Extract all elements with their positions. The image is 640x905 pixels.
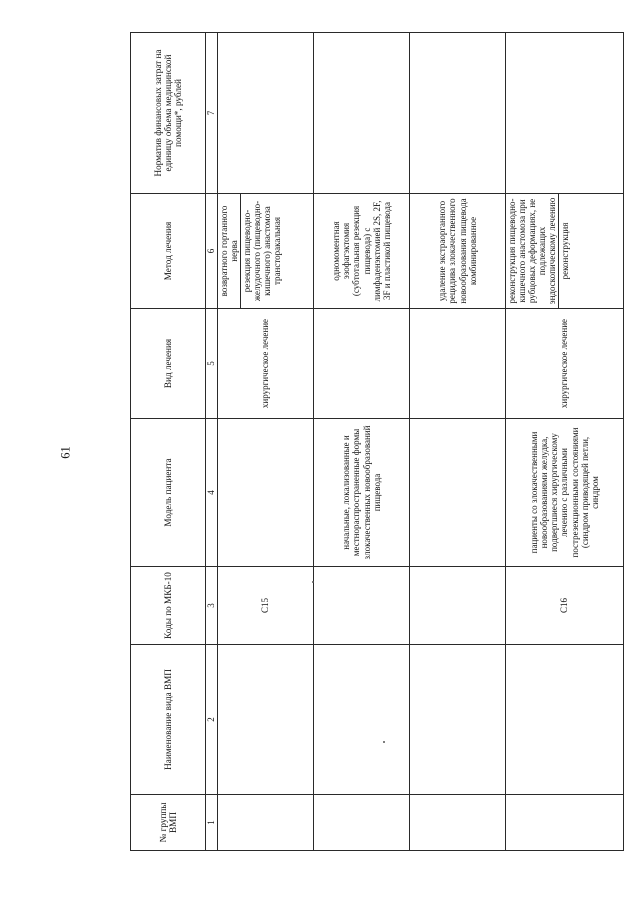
header-group-number: № группы ВМП	[131, 795, 206, 851]
rotated-table-container	[130, 33, 624, 851]
column-number: 4	[206, 419, 218, 567]
table-cell	[410, 645, 506, 795]
method-text: реконструкция	[560, 222, 571, 280]
method-cell	[506, 194, 624, 309]
header-patient-model: Модель пациента	[131, 419, 206, 567]
table-cell	[218, 645, 314, 795]
icd-code-cell: C16	[506, 567, 624, 645]
table-cell	[506, 795, 624, 851]
icd-code-cell: C15	[218, 567, 314, 645]
table-row	[410, 33, 506, 851]
patient-model-cell: начальные, локализованные и местнораспространенные формы злокачественных новообразований пищевода	[314, 419, 410, 567]
scan-speck	[383, 741, 385, 743]
table-cell	[314, 309, 410, 419]
table-row	[314, 33, 410, 851]
treatment-type-cell: хирургическое лечение	[506, 309, 624, 419]
table-cell	[410, 795, 506, 851]
table-cell	[410, 33, 506, 194]
method-cell: одномоментная эзофагэктомия (субтотальная резекция пищевода) с лимфаденэктомией 2S, 2F, 3F и пластикой пищевода	[314, 194, 410, 309]
method-text: резекция пищеводно-желудочного (пищеводно-кишечного) анастомоза трансторакальная	[242, 200, 283, 302]
table-cell	[218, 419, 314, 567]
column-number-row	[206, 33, 218, 851]
column-number: 2	[206, 645, 218, 795]
header-treatment-type: Вид лечения	[131, 309, 206, 419]
column-number: 6	[206, 194, 218, 309]
table-cell	[314, 795, 410, 851]
table-cell	[410, 309, 506, 419]
header-treatment-method: Метод лечения	[131, 194, 206, 309]
column-number: 1	[206, 795, 218, 851]
page-number: 61	[58, 446, 73, 459]
patient-model-cell: пациенты со злокачественными новообразованиями желудка, подвергшиеся хирургическому лечению с различными пострезекционными состояниями (синдром приводящей петли, синдром	[506, 419, 624, 567]
header-icd-codes: Коды по МКБ-10	[131, 567, 206, 645]
header-row	[131, 33, 206, 851]
method-text: возвратного гортанного нерва	[218, 194, 241, 308]
table-cell	[506, 33, 624, 194]
table-cell	[410, 567, 506, 645]
column-number: 3	[206, 567, 218, 645]
column-number: 7	[206, 33, 218, 194]
scan-speck	[312, 581, 314, 583]
table-cell	[218, 33, 314, 194]
table-cell	[314, 645, 410, 795]
table-cell	[314, 33, 410, 194]
method-cell	[218, 194, 314, 309]
table-cell	[314, 567, 410, 645]
method-text: реконструкция пищеводно-кишечного анастомоза при рубцовых деформациях, не подлежащих эндоскопическому лечению	[506, 194, 559, 308]
table-cell	[410, 419, 506, 567]
table-cell	[218, 795, 314, 851]
treatment-type-cell: хирургическое лечение	[218, 309, 314, 419]
table-row	[218, 33, 314, 851]
table-row	[506, 33, 624, 851]
column-number: 5	[206, 309, 218, 419]
header-cost-standard: Норматив финансовых затрат на единицу объема медицинской помощи*, рублей	[131, 33, 206, 194]
table-cell	[506, 645, 624, 795]
header-vmp-name: Наименование вида ВМП	[131, 645, 206, 795]
vmp-table	[130, 32, 624, 851]
method-cell: удаление экстраорганного рецидива злокачественного новообразования пищевода комбинированное	[410, 194, 506, 309]
